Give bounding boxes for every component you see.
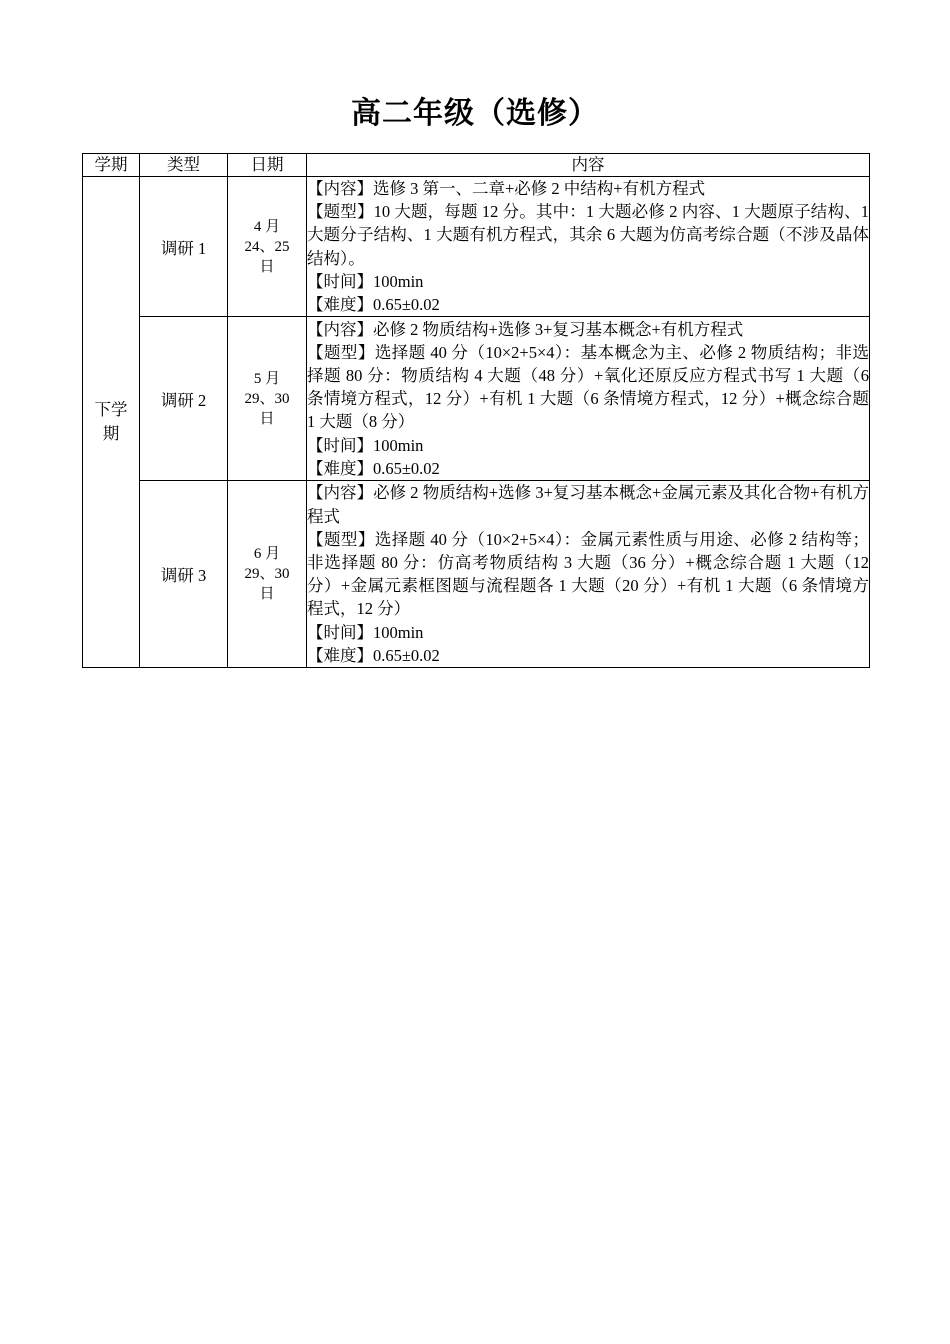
content-time: 【时间】100min [307,435,424,455]
content-cell [307,317,870,481]
date-suffix: 日 [259,258,275,275]
content-difficulty: 【难度】0.65±0.02 [307,295,440,315]
content-difficulty: 【难度】0.65±0.02 [307,458,440,478]
content-cell [307,481,870,668]
type-cell: 调研 2 [140,317,228,481]
date-cell [228,317,307,481]
table-row [83,481,870,668]
content-scope: 【内容】必修 2 物质结构+选修 3+复习基本概念+金属元素及其化合物+有机方程式 [307,483,869,526]
date-month: 5 月 [253,370,281,387]
content-time: 【时间】100min [307,622,424,642]
type-cell: 调研 3 [140,481,228,668]
date-suffix: 日 [259,586,275,603]
content-question-types: 【题型】选择题 40 分（10×2+5×4）：金属元素性质与用途、必修 2 结构等；非选择题 80 分：仿高考物质结构 3 大题（36 分）+概念综合题 1 大题（12 分）+金属元素框图题与流程题各 1 大题（20 分）+有机 1 大题（6 条情境方程式，12 分） [307,529,869,619]
date-suffix: 日 [259,410,275,427]
content-difficulty: 【难度】0.65±0.02 [307,645,440,665]
content-question-types: 【题型】10 大题，每题 12 分。其中：1 大题必修 2 内容、1 大题原子结构、1 大题分子结构、1 大题有机方程式，其余 6 大题为仿高考综合题（不涉及晶体结构）。 [307,202,869,268]
content-time: 【时间】100min [307,271,424,291]
date-days: 29、30 [244,566,290,583]
content-scope: 【内容】必修 2 物质结构+选修 3+复习基本概念+有机方程式 [307,319,744,339]
content-cell [307,177,870,317]
header-term: 学期 [83,154,140,177]
term-line: 期 [102,424,120,444]
date-cell [228,481,307,668]
table-header-row [83,154,870,177]
term-cell [83,177,140,668]
header-content: 内容 [307,154,870,177]
type-cell: 调研 1 [140,177,228,317]
date-month: 6 月 [253,546,281,563]
date-month: 4 月 [253,218,281,235]
table-row [83,177,870,317]
content-question-types: 【题型】选择题 40 分（10×2+5×4）：基本概念为主、必修 2 物质结构；非选择题 80 分：物质结构 4 大题（48 分）+氧化还原反应方程式书写 1 大题（6 条情境方程式，12 分）+有机 1 大题（6 条情境方程式，12 分）+概念综合题 1 大题（8 分） [307,342,869,432]
date-cell [228,177,307,317]
date-days: 29、30 [244,390,290,407]
term-line: 下学 [94,400,128,420]
header-date: 日期 [228,154,307,177]
content-scope: 【内容】选修 3 第一、二章+必修 2 中结构+有机方程式 [307,179,706,198]
header-type: 类型 [140,154,228,177]
schedule-table [82,153,870,668]
date-days: 24、25 [244,238,290,255]
page-title: 高二年级（选修） [351,96,599,131]
table-row [83,317,870,481]
